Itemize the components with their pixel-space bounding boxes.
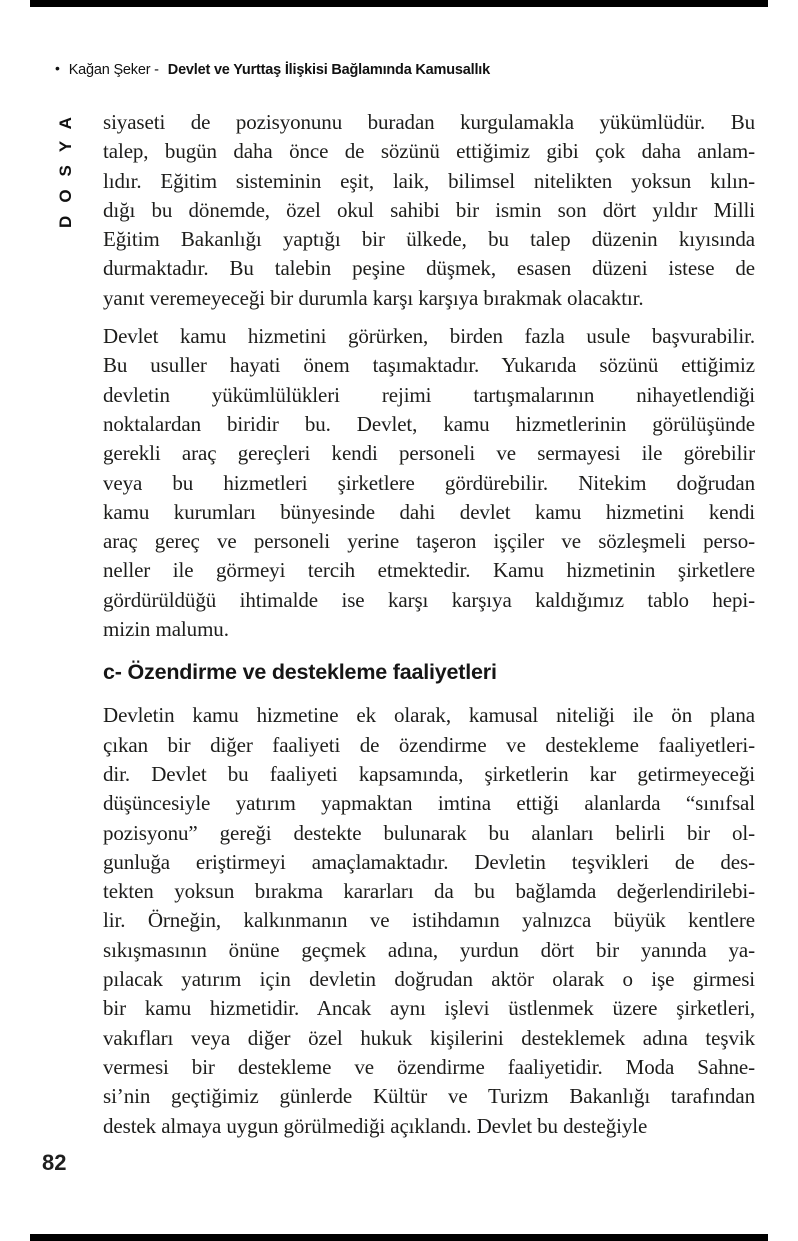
text-line: tekten yoksun bırakma kararları da bu bağlamda değerlendirilebi- [103,879,755,904]
text-line: devletin yükümlülükleri rejimi tartışmalarının nihayetlendiği [103,382,755,407]
text-column [103,108,755,1150]
text-line: pılacak yatırım için devletin doğrudan aktör olarak o işe girmesi [103,967,755,992]
paragraph [103,108,755,313]
text-line: si’nin geçtiğimiz günlerde Kültür ve Turizm Bakanlığı tarafından [103,1084,755,1109]
text-line: gunluğa eriştirmeyi amaçlamaktadır. Devletin teşvikleri de des- [103,849,755,874]
header-article-title: Devlet ve Yurttaş İlişkisi Bağlamında Kamusallık [167,62,490,78]
text-line: bir kamu hizmetidir. Ancak aynı işlevi üstlenmek üzere şirketleri, [103,996,755,1021]
text-line: durmaktadır. Bu talebin peşine düşmek, esasen düzeni istese de [103,256,755,281]
text-line: neller ile görmeyi tercih etmektedir. Kamu hizmetinin şirketlere [103,558,755,583]
text-line: noktalardan biridir bu. Devlet, kamu hizmetlerinin görülüşünde [103,411,755,436]
bullet-icon: • [55,60,60,76]
text-line: Devletin kamu hizmetine ek olarak, kamusal niteliği ile ön plana [103,703,755,728]
text-line: pozisyonu” gereği destekte bulunarak bu alanları belirli bir ol- [103,820,755,845]
text-line: vakıfları veya diğer özel hukuk kişilerini desteklemek adına teşvik [103,1025,755,1050]
page-number: 82 [42,1150,67,1175]
page-top-edge-bar [30,0,768,7]
section-side-label: DOSYA [56,104,75,228]
text-line: kamu kurumları bünyesinde dahi devlet kamu hizmetini kendi [103,499,755,524]
running-header [55,61,490,78]
section-heading: c- Özendirme ve destekleme faaliyetleri [103,660,497,685]
text-line: veya bu hizmetleri şirketlere gördürebilir. Nitekim doğrudan [103,470,755,495]
text-line: çıkan bir diğer faaliyeti de özendirme ve destekleme faaliyetleri- [103,732,755,757]
text-line: lir. Örneğin, kalkınmanın ve istihdamın yalnızca büyük kentlere [103,908,755,933]
text-line: sıkışmasının önüne geçmek adına, yurdun dört bir yanında ya- [103,937,755,962]
paragraph [103,322,755,644]
text-line: siyaseti de pozisyonunu buradan kurgulamakla yükümlüdür. Bu [103,110,755,134]
header-author: Kağan Şeker - [68,62,159,78]
text-line: gerekli araç gereçleri kendi personeli ve sermayesi ile görebilir [103,441,755,466]
text-line: talep, bugün daha önce de sözünü ettiğimiz gibi çok daha anlam- [103,139,755,164]
text-line: dığı bu dönemde, özel okul sahibi bir ismin son dört yıldır Milli [103,197,755,222]
text-line: destek almaya uygun görülmediği açıklandı. Devlet bu desteğiyle [103,1113,648,1138]
text-line: dir. Devlet bu faaliyeti kapsamında, şirketlerin kar getirmeyeceği [103,761,755,786]
text-line: düşüncesiyle yatırım yapmaktan imtina ettiği alanlarda “sınıfsal [103,791,755,816]
text-line: yanıt veremeyeceği bir durumla karşı karşıya bırakmak olacaktır. [103,285,644,310]
page-bottom-edge-bar [30,1234,768,1241]
text-line: Devlet kamu hizmetini görürken, birden fazla usule başvurabilir. [103,324,755,349]
text-line: araç gereç ve personeli yerine taşeron işçiler ve sözleşmeli perso- [103,529,755,554]
text-line: Eğitim Bakanlığı yaptığı bir ülkede, bu talep düzenin kıyısında [103,227,755,252]
text-line: Bu usuller hayati önem taşımaktadır. Yukarıda sözünü ettiğimiz [103,353,755,378]
paragraph [103,701,755,1140]
text-line: mizin malumu. [103,617,229,642]
text-line: gördürüldüğü ihtimalde ise karşı karşıya kaldığımız tablo hepi- [103,587,755,612]
text-line: lıdır. Eğitim sisteminin eşit, laik, bilimsel nitelikten yoksun kılın- [103,168,755,193]
text-line: vermesi bir destekleme ve özendirme faaliyetidir. Moda Sahne- [103,1054,755,1079]
